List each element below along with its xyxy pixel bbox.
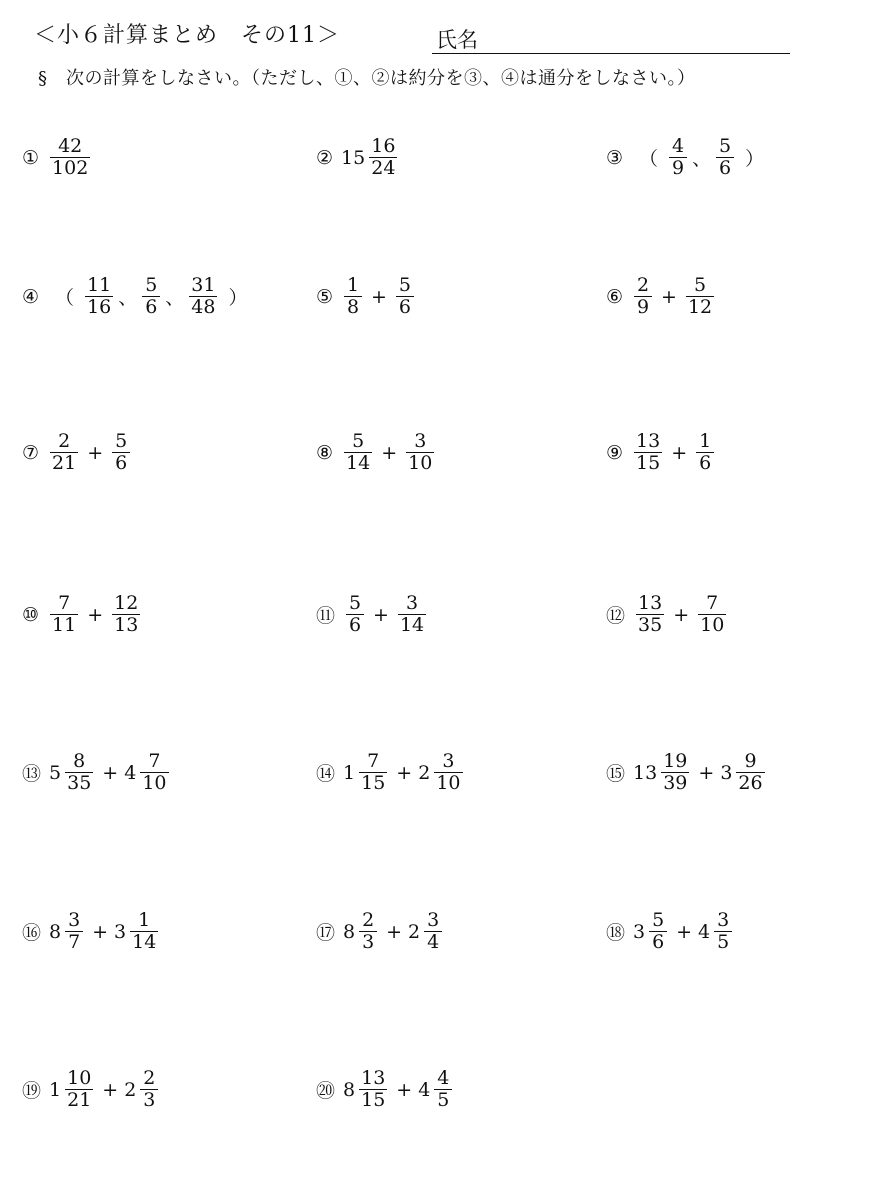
separator: 、 — [692, 148, 712, 170]
whole-number: 8 — [49, 920, 62, 943]
close-paren: ） — [228, 287, 248, 309]
problem-5 — [316, 275, 417, 318]
denominator: 5 — [434, 1089, 452, 1111]
fraction — [140, 1068, 158, 1111]
numerator: 1 — [347, 274, 360, 296]
numerator: 3 — [717, 909, 730, 931]
separator: 、 — [165, 287, 185, 309]
problem-8 — [316, 431, 437, 474]
denominator: 4 — [424, 931, 442, 953]
whole-number: 13 — [633, 761, 658, 784]
numerator: 3 — [414, 430, 427, 452]
numerator: 1 — [699, 430, 712, 452]
plus-operator: + — [673, 603, 690, 626]
plus-operator: + — [373, 603, 389, 626]
denominator: 39 — [663, 772, 688, 794]
fraction — [686, 275, 714, 318]
denominator: 8 — [344, 296, 362, 318]
denominator: 12 — [687, 296, 713, 318]
fraction — [142, 275, 160, 318]
problem-number: ⑪ — [316, 605, 336, 627]
numerator: 5 — [348, 592, 362, 614]
fraction — [112, 593, 140, 636]
problem-6 — [606, 275, 717, 318]
denominator: 9 — [669, 157, 687, 179]
denominator: 24 — [371, 157, 396, 179]
plus-operator: + — [386, 920, 403, 943]
problem-number: ⑯ — [22, 922, 42, 944]
problem-4 — [22, 275, 255, 318]
denominator: 6 — [346, 614, 364, 636]
plus-operator: + — [381, 441, 398, 464]
plus-operator: + — [676, 920, 693, 943]
denominator: 26 — [738, 772, 763, 794]
whole-number: 2 — [418, 761, 431, 784]
whole-number: 2 — [408, 920, 421, 943]
denominator: 10 — [436, 772, 461, 794]
numerator: 5 — [694, 274, 707, 296]
whole-number: 15 — [341, 146, 366, 169]
numerator: 9 — [744, 750, 757, 772]
numerator: 5 — [145, 274, 158, 296]
denominator: 16 — [87, 296, 112, 318]
denominator: 14 — [346, 452, 371, 474]
fraction — [696, 431, 714, 474]
whole-number: 5 — [49, 761, 62, 784]
fraction — [65, 1068, 93, 1111]
fraction — [669, 136, 687, 179]
fraction — [698, 593, 726, 636]
fraction — [359, 910, 377, 953]
problem-13 — [22, 751, 172, 794]
fraction — [434, 1068, 452, 1111]
problem-7 — [22, 431, 133, 474]
numerator: 7 — [58, 592, 71, 614]
fraction — [112, 431, 130, 474]
numerator: 3 — [427, 909, 440, 931]
plus-operator: + — [396, 761, 413, 784]
numerator: 1 — [138, 909, 151, 931]
plus-operator: + — [87, 441, 104, 464]
fraction — [65, 910, 83, 953]
problem-14 — [316, 751, 466, 794]
denominator: 6 — [716, 157, 734, 179]
denominator: 10 — [142, 772, 167, 794]
whole-number: 4 — [418, 1078, 431, 1101]
fraction — [398, 593, 426, 636]
problem-number: ④ — [22, 285, 40, 308]
numerator: 12 — [114, 592, 139, 614]
fraction — [406, 431, 434, 474]
whole-number: 4 — [124, 761, 137, 784]
denominator: 21 — [52, 452, 77, 474]
name-underline — [432, 53, 790, 54]
problem-2 — [316, 136, 400, 179]
fraction — [736, 751, 764, 794]
denominator: 6 — [649, 931, 667, 953]
denominator: 3 — [359, 931, 377, 953]
problem-number: ⑤ — [316, 285, 334, 308]
numerator: 5 — [115, 430, 128, 452]
fraction — [359, 751, 387, 794]
plus-operator: + — [671, 441, 688, 464]
problem-number: ⑨ — [606, 441, 624, 464]
denominator: 15 — [361, 1089, 386, 1111]
denominator: 6 — [696, 452, 714, 474]
numerator: 4 — [437, 1067, 450, 1089]
denominator: 3 — [140, 1089, 158, 1111]
numerator: 3 — [442, 750, 455, 772]
denominator: 11 — [52, 614, 77, 636]
whole-number: 8 — [343, 920, 356, 943]
problem-number: ⑧ — [316, 441, 334, 464]
problem-number: ⑲ — [22, 1080, 42, 1102]
problem-number: ⑱ — [606, 922, 626, 944]
problem-12 — [606, 593, 729, 636]
fraction — [346, 593, 364, 636]
numerator: 3 — [405, 592, 419, 614]
name-label: 氏名 — [436, 28, 478, 52]
denominator: 10 — [700, 614, 725, 636]
whole-number: 2 — [124, 1078, 137, 1101]
denominator: 13 — [114, 614, 139, 636]
plus-operator: + — [87, 603, 104, 626]
numerator: 19 — [663, 750, 688, 772]
numerator: 16 — [371, 135, 396, 157]
numerator: 7 — [148, 750, 161, 772]
problem-19 — [22, 1068, 161, 1111]
fraction — [65, 751, 93, 794]
denominator: 6 — [142, 296, 160, 318]
fraction — [716, 136, 734, 179]
open-paren: （ — [639, 148, 659, 170]
numerator: 3 — [68, 909, 81, 931]
problem-17 — [316, 910, 445, 953]
denominator: 35 — [67, 772, 92, 794]
denominator: 15 — [636, 452, 661, 474]
problem-number: ⑥ — [606, 285, 624, 308]
problem-number: ② — [316, 146, 334, 169]
separator: 、 — [118, 287, 138, 309]
problem-number: ① — [22, 146, 40, 169]
fraction — [344, 275, 362, 318]
fraction — [649, 910, 667, 953]
numerator: 5 — [352, 430, 365, 452]
numerator: 7 — [706, 592, 719, 614]
fraction — [140, 751, 168, 794]
numerator: 2 — [637, 274, 650, 296]
worksheet-title: ＜小６計算まとめ その11＞ — [34, 23, 340, 48]
denominator: 102 — [52, 157, 89, 179]
fraction — [344, 431, 372, 474]
problem-number: ③ — [606, 146, 624, 169]
fraction — [189, 275, 217, 318]
problem-20 — [316, 1068, 455, 1111]
fraction — [130, 910, 158, 953]
problem-number: ⑫ — [606, 605, 626, 627]
fraction — [50, 136, 90, 179]
numerator: 2 — [143, 1067, 156, 1089]
whole-number: 1 — [49, 1078, 62, 1101]
fraction — [661, 751, 689, 794]
numerator: 42 — [58, 135, 83, 157]
problem-number: ⑮ — [606, 763, 626, 785]
fraction — [359, 1068, 387, 1111]
problem-1 — [22, 136, 93, 179]
close-paren: ） — [745, 148, 765, 170]
whole-number: 1 — [343, 761, 356, 784]
numerator: 13 — [636, 430, 661, 452]
fraction — [369, 136, 397, 179]
numerator: 13 — [361, 1067, 386, 1089]
numerator: 31 — [191, 274, 216, 296]
denominator: 6 — [112, 452, 130, 474]
numerator: 4 — [672, 135, 685, 157]
problem-number: ⑰ — [316, 922, 336, 944]
denominator: 21 — [67, 1089, 92, 1111]
denominator: 10 — [408, 452, 433, 474]
open-paren: （ — [55, 287, 75, 309]
problem-number: ⑭ — [316, 763, 336, 785]
plus-operator: + — [698, 761, 715, 784]
fraction — [424, 910, 442, 953]
problem-number: ⑳ — [316, 1080, 336, 1102]
numerator: 2 — [58, 430, 71, 452]
plus-operator: + — [92, 920, 109, 943]
fraction — [714, 910, 732, 953]
problem-number: ⑬ — [22, 763, 42, 785]
problem-number: ⑩ — [22, 603, 40, 626]
whole-number: 8 — [343, 1078, 356, 1101]
denominator: 9 — [634, 296, 652, 318]
denominator: 14 — [132, 931, 157, 953]
problem-number: ⑦ — [22, 441, 40, 464]
numerator: 2 — [362, 909, 375, 931]
denominator: 5 — [714, 931, 732, 953]
whole-number: 3 — [114, 920, 127, 943]
whole-number: 4 — [698, 920, 711, 943]
plus-operator: + — [396, 1078, 413, 1101]
plus-operator: + — [661, 285, 677, 308]
problem-15 — [606, 751, 768, 794]
numerator: 11 — [87, 274, 112, 296]
denominator: 48 — [191, 296, 216, 318]
problem-11 — [316, 593, 429, 636]
whole-number: 3 — [633, 920, 646, 943]
plus-operator: + — [371, 285, 387, 308]
problem-9 — [606, 431, 717, 474]
fraction — [636, 593, 664, 636]
fraction — [634, 275, 652, 318]
problem-18 — [606, 910, 735, 953]
fraction — [634, 431, 662, 474]
instruction-text: § 次の計算をしなさい。（ただし、①、②は約分を③、④は通分をしなさい。） — [38, 68, 696, 89]
denominator: 7 — [65, 931, 83, 953]
denominator: 15 — [361, 772, 386, 794]
problem-10 — [22, 593, 143, 636]
denominator: 14 — [399, 614, 425, 636]
problem-3 — [606, 136, 772, 179]
numerator: 10 — [67, 1067, 92, 1089]
fraction — [50, 593, 78, 636]
numerator: 5 — [652, 909, 665, 931]
whole-number: 3 — [720, 761, 733, 784]
fraction — [396, 275, 414, 318]
plus-operator: + — [102, 1078, 119, 1101]
problem-16 — [22, 910, 161, 953]
denominator: 6 — [396, 296, 414, 318]
numerator: 7 — [367, 750, 380, 772]
numerator: 5 — [719, 135, 732, 157]
numerator: 13 — [638, 592, 663, 614]
numerator: 5 — [398, 274, 412, 296]
fraction — [50, 431, 78, 474]
fraction — [85, 275, 113, 318]
fraction — [434, 751, 462, 794]
plus-operator: + — [102, 761, 119, 784]
denominator: 35 — [638, 614, 663, 636]
numerator: 8 — [73, 750, 86, 772]
